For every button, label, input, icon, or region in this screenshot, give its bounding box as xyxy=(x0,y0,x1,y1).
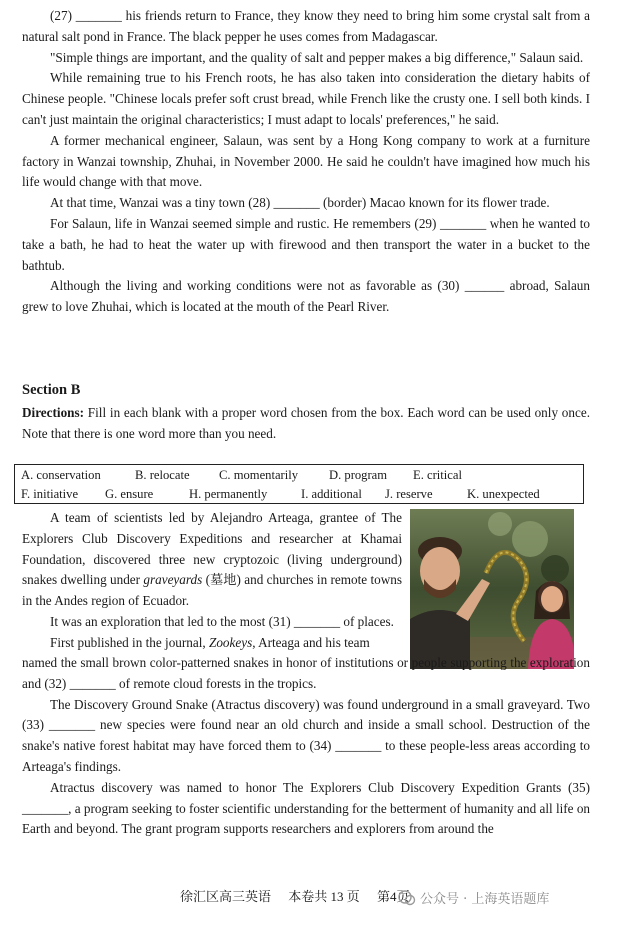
paragraph-27: (27) _______ his friends return to France, they know they need to bring him some crystal salt from a natural salt pond in France. The black pepper he uses comes from Madagascar. xyxy=(22,8,590,44)
p3-italic: Zookeys xyxy=(208,634,253,650)
paragraph-32: named the small brown color-patterned snakes in honor of institutions or people supporting the exploration and (32) _______ of remote cloud forests in the tropics. xyxy=(22,655,590,691)
page-footer xyxy=(180,886,424,905)
word-option-h: H. permanently xyxy=(189,487,268,501)
wechat-icon xyxy=(398,889,416,907)
word-box xyxy=(14,464,584,504)
paragraph-33-34: The Discovery Ground Snake (Atractus discovery) was found underground in a small graveyard. Two (33) _______ new species were found near an old church and inside a small school. Destruction of the snake's native forest habitat may have forced them to (34) _______ to these people-less areas according to Arteaga's findings. xyxy=(22,696,590,774)
directions-text: Fill in each blank with a proper word chosen from the box. Each word can be used only once. Note that there is one word more than you need. xyxy=(22,405,590,441)
word-option-d: D. program xyxy=(329,468,388,482)
paragraph-35: Atractus discovery was named to honor The Explorers Club Discovery Expedition Grants (35) _______, a program seeking to foster scientific understanding for the betterment of humanity and all life on Earth and beyond. The grant program supports researchers and explorers from around the xyxy=(22,779,591,837)
paragraph-scientists xyxy=(22,508,402,612)
p1-text-a: A team of scientists led by Alejandro Arteaga, grantee of The Explorers Club Discovery Expeditions and researcher at Khamai Foundation, discovered three new cryptozoic (living underground) snakes dwelling under xyxy=(22,510,402,588)
passage-b-intro xyxy=(22,508,402,654)
word-option-c: C. momentarily xyxy=(219,468,299,482)
watermark-text: 公众号 · 上海英语题库 xyxy=(420,892,550,907)
p1-italic: graveyards xyxy=(143,572,203,588)
watermark xyxy=(398,888,549,907)
directions xyxy=(22,403,590,445)
footer-page-number: 第4页 xyxy=(377,889,410,904)
word-option-i: I. additional xyxy=(301,487,362,501)
p3-text-a: First published in the journal, xyxy=(50,634,209,650)
word-option-b: B. relocate xyxy=(135,468,190,482)
p3-text-b: , Arteaga and his team xyxy=(252,634,370,650)
paragraph-30: Although the living and working conditions were not as favorable as (30) ______ abroad, Salaun grew to love Zhuhai, which is located at the mouth of the Pearl River. xyxy=(22,278,590,315)
footer-district: 徐汇区高三英语 xyxy=(180,889,272,904)
word-option-a: A. conservation xyxy=(21,468,101,482)
passage-b-rest xyxy=(22,653,590,840)
snake-selfie-photo xyxy=(410,509,574,669)
paragraph-31: It was an exploration that led to the most (31) _______ of places. xyxy=(50,613,394,629)
word-box-row-2 xyxy=(21,485,577,504)
word-box-row-1 xyxy=(21,466,577,485)
p1-text-b: (墓地) and churches in remote towns in the Andes region of Ecuador. xyxy=(22,572,402,609)
paragraph-dietary: While remaining true to his French roots, he has also taken into consideration the dietary habits of Chinese people. "Chinese locals prefer soft crust bread, while French like the crusty one. I sell both kinds. I can't just maintain the original characteristics; I must adapt to locals' preferences," he said. xyxy=(22,70,590,127)
word-option-g: G. ensure xyxy=(105,487,154,501)
passage-a xyxy=(22,6,590,318)
paragraph-29: For Salaun, life in Wanzai seemed simple and rustic. He remembers (29) _______ when he wanted to take a bath, he had to heat the water up with firewood and then transport the water in a bucket to the bathtub. xyxy=(22,215,590,273)
directions-label: Directions: xyxy=(22,405,85,420)
word-option-j: J. reserve xyxy=(385,487,433,501)
word-option-f: F. initiative xyxy=(21,487,79,501)
paragraph-quote: "Simple things are important, and the quality of salt and pepper makes a big difference," Salaun said. xyxy=(50,49,584,65)
paragraph-28: At that time, Wanzai was a tiny town (28) _______ (border) Macao known for its flower trade. xyxy=(50,195,550,211)
footer-pages: 本卷共 13 页 xyxy=(288,889,360,904)
paragraph-engineer: A former mechanical engineer, Salaun, was sent by a Hong Kong company to work at a furniture factory in Wanzai township, Zhuhai, in November 2000. He said he couldn't have imagined how much his life would change with that move. xyxy=(22,132,590,190)
paragraph-journal-start xyxy=(22,633,402,654)
word-option-e: E. critical xyxy=(413,468,462,482)
word-option-k: K. unexpected xyxy=(467,487,540,501)
section-title: Section B xyxy=(22,382,81,398)
